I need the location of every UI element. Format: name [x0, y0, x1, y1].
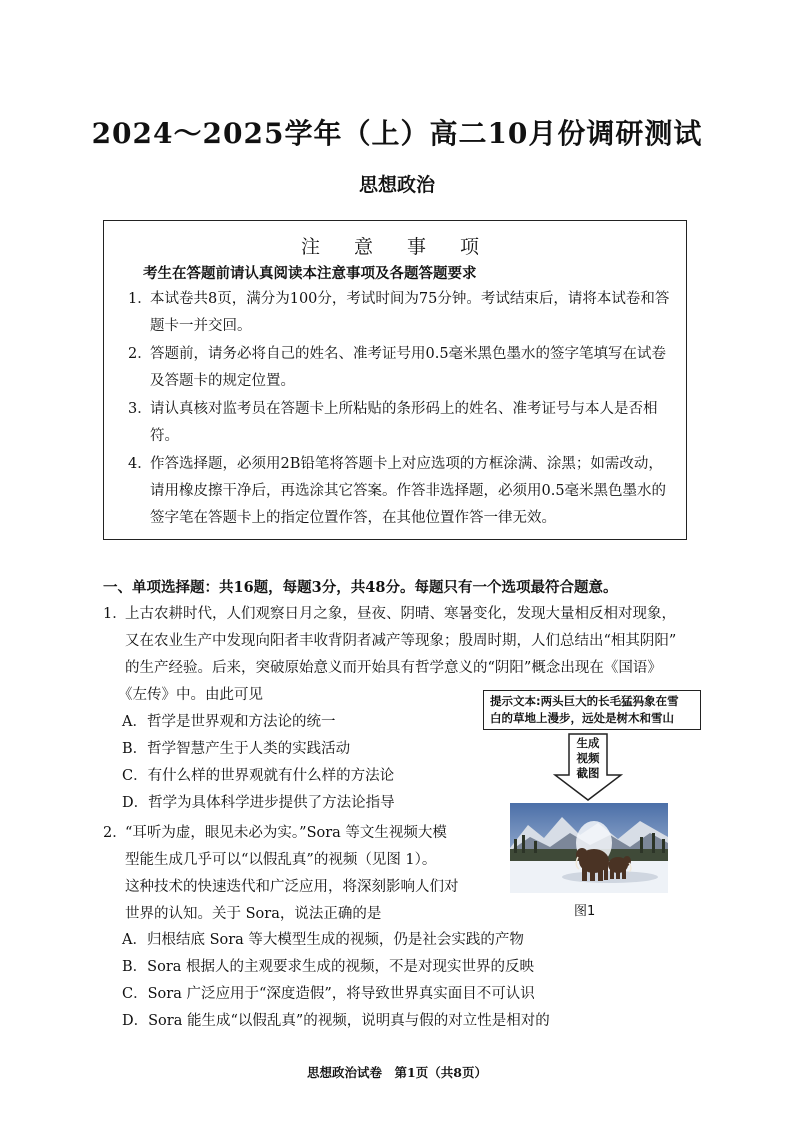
- arrow-label-line: 视频: [576, 751, 600, 765]
- question-number: 1．: [103, 606, 127, 622]
- notice-item-line: 答题前，请务必将自己的姓名、准考证号用0.5毫米黑色墨水的签字笔填写在试卷: [150, 346, 667, 362]
- notice-item-line: 请认真核对监考员在答题卡上所粘贴的条形码上的姓名、准考证号与本人是否相: [150, 401, 658, 417]
- notice-intro: 考生在答题前请认真阅读本注意事项及各题答题要求: [143, 265, 477, 282]
- section-heading: 一、单项选择题：共16题，每题3分，共48分。每题只有一个选项最符合题意。: [103, 579, 618, 596]
- notice-item-line: 题卡一并交回。: [150, 318, 252, 334]
- question-number: 2．: [103, 825, 127, 841]
- option-b: B．Sora 根据人的主观要求生成的视频，不是对现实世界的反映: [122, 959, 535, 975]
- option-c: C．Sora 广泛应用于“深度造假”，将导致世界真实面目不可认识: [122, 986, 535, 1002]
- notice-item-line: 请用橡皮擦干净后，再选涂其它答案。作答非选择题，必须用0.5毫米黑色墨水的: [150, 483, 667, 499]
- question-line: “耳听为虚，眼见未必为实。”Sora 等文生视频大模: [125, 825, 447, 841]
- option-d: D．哲学为具体科学进步提供了方法论指导: [122, 795, 395, 811]
- prompt-line: 白的草地上漫步，远处是树木和雪山: [490, 711, 674, 725]
- notice-item-line: 作答选择题，必须用2B铅笔将答题卡上对应选项的方框涂满、涂黑；如需改动，: [150, 456, 663, 472]
- prompt-text-box: [483, 690, 701, 730]
- prompt-line: 提示文本:两头巨大的长毛猛犸象在雪: [490, 694, 679, 708]
- notice-item-line: 本试卷共8页，满分为100分，考试时间为75分钟。考试结束后，请将本试卷和答: [150, 291, 670, 307]
- notice-item-line: 签字笔在答题卡上的指定位置作答，在其他位置作答一律无效。: [150, 510, 556, 526]
- notice-item-number: 4．: [128, 456, 152, 472]
- arrow-label-line: 生成: [576, 736, 600, 750]
- notice-item-number: 3．: [128, 401, 152, 417]
- question-line: 世界的认知。关于 Sora，说法正确的是: [125, 906, 382, 922]
- notice-item-line: 符。: [150, 428, 179, 444]
- question-line: 上古农耕时代，人们观察日月之象，昼夜、阴晴、寒暑变化，发现大量相反相对现象，: [125, 606, 676, 622]
- arrow-label-line: 截图: [576, 766, 600, 780]
- question-line: 《左传》中。由此可见: [118, 687, 263, 703]
- option-d: D．Sora 能生成“以假乱真”的视频，说明真与假的对立性是相对的: [122, 1013, 550, 1029]
- notice-item-number: 1．: [128, 291, 152, 307]
- option-c: C．有什么样的世界观就有什么样的方法论: [122, 768, 395, 784]
- exam-title: 2024～2025学年（上）高二10月份调研测试: [91, 117, 703, 150]
- option-a: A．归根结底 Sora 等大模型生成的视频，仍是社会实践的产物: [122, 932, 524, 948]
- subject-title: 思想政治: [358, 174, 435, 196]
- question-line: 型能生成几乎可以“以假乱真”的视频（见图 1）。: [125, 852, 437, 868]
- mammoth-video-screenshot: [510, 803, 668, 893]
- option-a: A．哲学是世界观和方法论的统一: [122, 714, 336, 730]
- question-line: 又在农业生产中发现向阳者丰收背阴者减产等现象；殷周时期，人们总结出“相其阴阳”: [125, 633, 677, 649]
- question-line: 这种技术的快速迭代和广泛应用，将深刻影响人们对: [125, 879, 459, 895]
- option-b: B．哲学智慧产生于人类的实践活动: [122, 741, 351, 757]
- notice-item-number: 2．: [128, 346, 152, 362]
- figure-caption: 图1: [574, 904, 596, 919]
- page-footer: 思想政治试卷 第1页（共8页）: [307, 1065, 487, 1080]
- notice-title: 注 意 事 项: [300, 236, 494, 258]
- notice-item-line: 及答题卡的规定位置。: [150, 373, 295, 389]
- arrow-label: [570, 736, 606, 781]
- question-line: 的生产经验。后来，突破原始意义而开始具有哲学意义的“阴阳”概念出现在《国语》: [125, 660, 662, 676]
